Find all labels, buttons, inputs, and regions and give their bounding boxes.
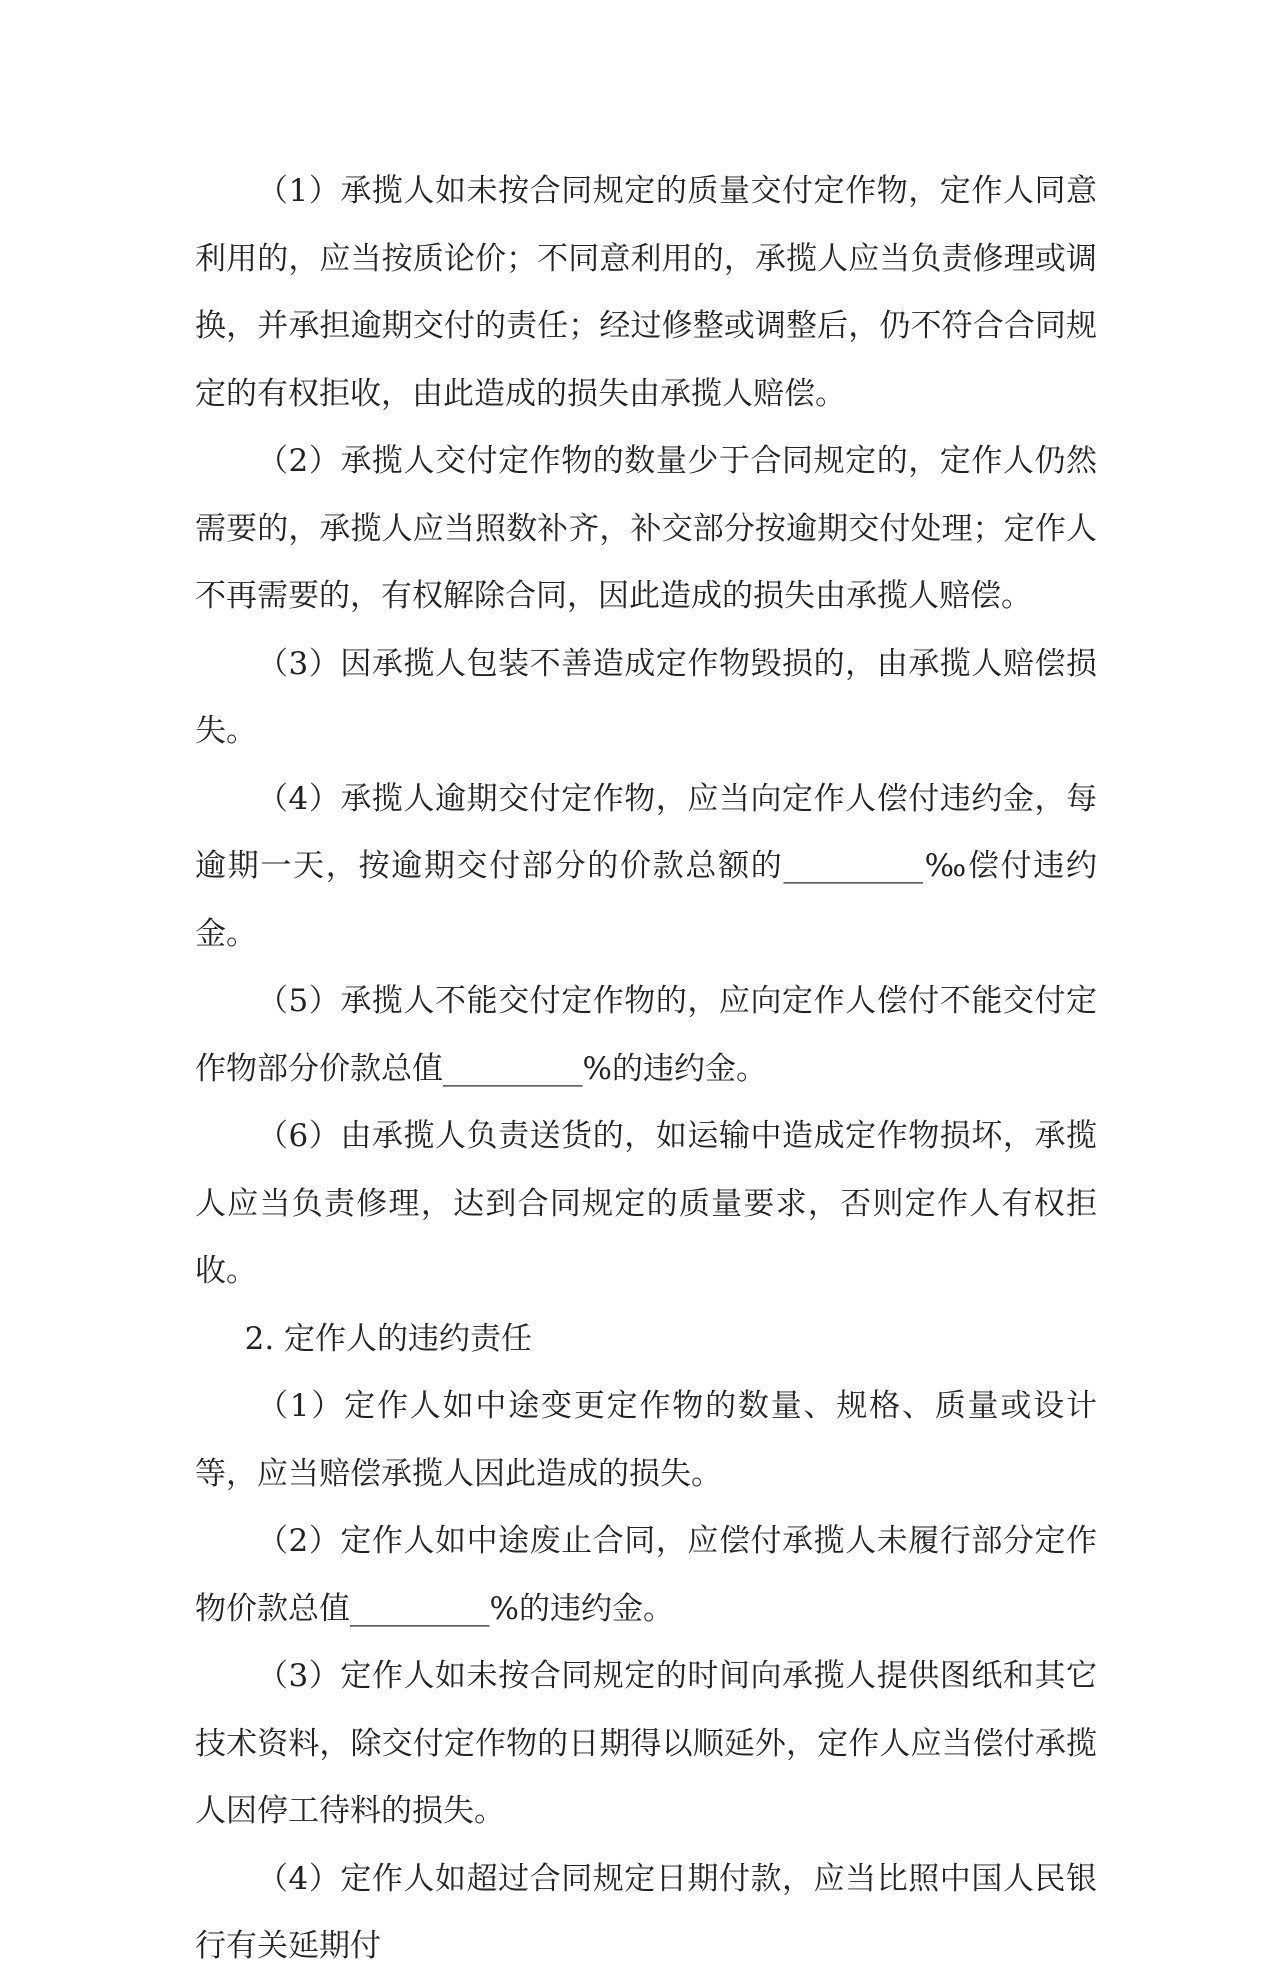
- clause-1-3: （3）因承揽人包装不善造成定作物毁损的，由承揽人赔偿损失。: [195, 645, 1097, 749]
- document-page: [195, 158, 1097, 1981]
- clause-2-1: （1）定作人如中途变更定作物的数量、规格、质量或设计等，应当赔偿承揽人因此造成的损失。: [195, 1388, 1097, 1492]
- clause-2-4: （4）定作人如超过合同规定日期付款，应当比照中国人民银行有关延期付: [195, 1860, 1097, 1964]
- section-heading: 2. 定作人的违约责任: [244, 1320, 533, 1357]
- clause-2-3: （3）定作人如未按合同规定的时间向承揽人提供图纸和其它技术资料，除交付定作物的日期得以顺延外，定作人应当偿付承揽人因停工待料的损失。: [195, 1658, 1097, 1829]
- clause-1-6: （6）由承揽人负责送货的，如运输中造成定作物损坏，承揽人应当负责修理，达到合同规定的质量要求，否则定作人有权拒收。: [195, 1118, 1097, 1289]
- clause-1-1: （1）承揽人如未按合同规定的质量交付定作物，定作人同意利用的，应当按质论价；不同意利用的，承揽人应当负责修理或调换，并承担逾期交付的责任；经过修整或调整后，仍不符合合同规定的有权拒收，由此造成的损失由承揽人赔偿。: [195, 173, 1097, 412]
- clause-1-5: （5）承揽人不能交付定作物的，应向定作人偿付不能交付定作物部分价款总值_________%的违约金。: [195, 983, 1097, 1087]
- clause-2-2: （2）定作人如中途废止合同，应偿付承揽人未履行部分定作物价款总值_________%的违约金。: [195, 1523, 1097, 1627]
- clause-1-4: （4）承揽人逾期交付定作物，应当向定作人偿付违约金，每逾期一天，按逾期交付部分的价款总额的_________‰偿付违约金。: [195, 780, 1097, 952]
- clause-1-2: （2）承揽人交付定作物的数量少于合同规定的，定作人仍然需要的，承揽人应当照数补齐，补交部分按逾期交付处理；定作人不再需要的，有权解除合同，因此造成的损失由承揽人赔偿。: [195, 443, 1097, 614]
